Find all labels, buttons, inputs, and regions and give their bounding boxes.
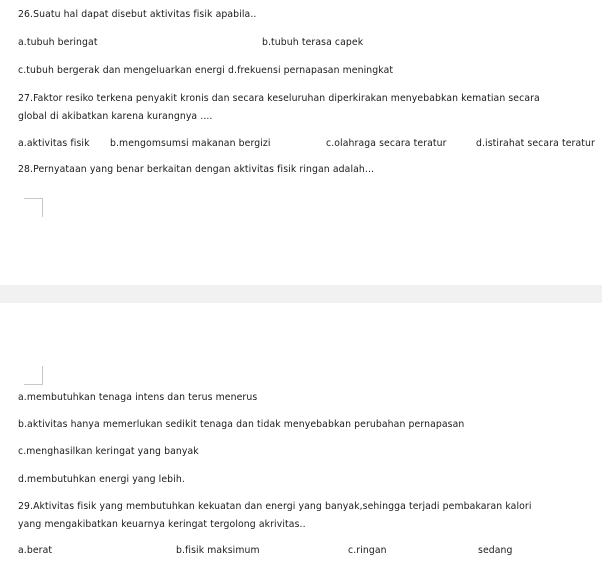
page-corner-mark [24, 198, 43, 217]
q28-option-a: a.membutuhkan tenaga intens dan terus menerus [18, 392, 258, 403]
q28-option-b: b.aktivitas hanya memerlukan sedikit tenaga dan tidak menyebabkan perubahan pernapasan [18, 419, 465, 430]
q28-option-c: c.menghasilkan keringat yang banyak [18, 446, 199, 457]
q29-option-b: b.fisik maksimum [176, 545, 260, 556]
q29-option-a: a.berat [18, 545, 53, 556]
q29-question-line2: yang mengakibatkan keuarnya keringat tergolong akrivitas.. [18, 519, 306, 530]
q28-option-d: d.membutuhkan energi yang lebih. [18, 474, 185, 485]
q26-option-b: b.tubuh terasa capek [262, 37, 364, 48]
q26-question: 26.Suatu hal dapat disebut aktivitas fisik apabila.. [18, 9, 257, 20]
q27-option-c: c.olahraga secara teratur [326, 138, 447, 149]
document-page-1 [0, 0, 602, 285]
q29-question-line1: 29.Aktivitas fisik yang membutuhkan kekuatan dan energi yang banyak,sehingga terjadi pembakaran kalori [18, 501, 532, 512]
q27-question-line2: global di akibatkan karena kurangnya .... [18, 111, 213, 122]
q26-option-a: a.tubuh beringat [18, 37, 98, 48]
page-break [0, 285, 602, 303]
q27-option-a: a.aktivitas fisik [18, 138, 90, 149]
q28-question: 28.Pernyataan yang benar berkaitan dengan aktivitas fisik ringan adalah... [18, 164, 375, 175]
page-corner-mark [24, 366, 43, 385]
q27-question-line1: 27.Faktor resiko terkena penyakit kronis dan secara keseluruhan diperkirakan menyebabkan kematian secara [18, 93, 540, 104]
q29-option-d: sedang [478, 545, 513, 556]
document-page-2 [0, 303, 602, 572]
q27-option-b: b.mengomsumsi makanan bergizi [110, 138, 271, 149]
q29-option-c: c.ringan [348, 545, 387, 556]
q27-option-d: d.istirahat secara teratur [476, 138, 595, 149]
q26-option-c-d: c.tubuh bergerak dan mengeluarkan energi d.frekuensi pernapasan meningkat [18, 65, 394, 76]
